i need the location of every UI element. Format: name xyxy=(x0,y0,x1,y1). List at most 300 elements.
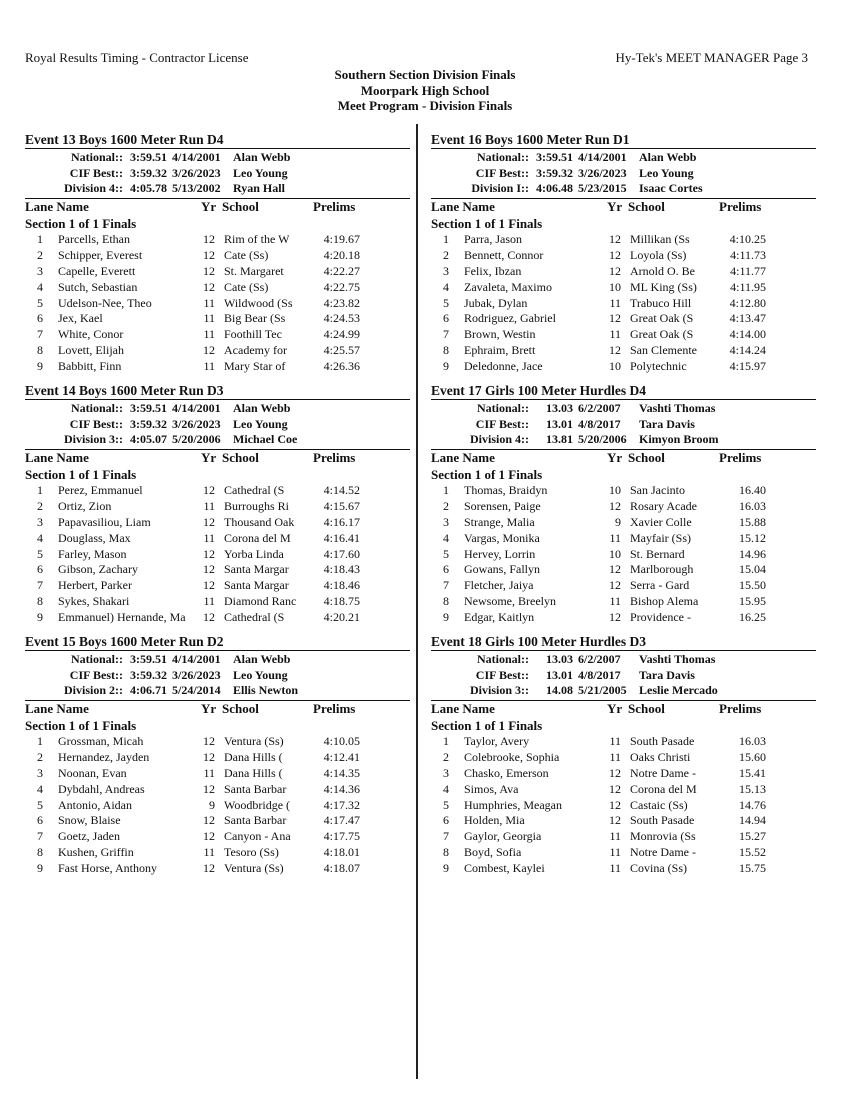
record-label: Division 3:: xyxy=(63,432,123,446)
record-holder: Leo Young xyxy=(639,165,694,180)
yr-header: Yr xyxy=(201,450,217,465)
lane-number: 1 xyxy=(443,483,449,497)
event-block xyxy=(431,382,816,633)
school-name: San Clemente xyxy=(630,343,697,358)
table-row xyxy=(431,594,816,610)
lane-number: 2 xyxy=(37,498,43,513)
table-row xyxy=(431,296,816,312)
table-row xyxy=(431,531,816,547)
prelim-mark: 4:20.18 xyxy=(323,247,360,262)
yr-header: Yr xyxy=(201,701,217,716)
athlete-name: Humphries, Meagan xyxy=(464,797,562,812)
event-title: Event 16 Boys 1600 Meter Run D1 xyxy=(431,132,630,147)
athlete-name: Taylor, Avery xyxy=(464,734,530,748)
prelim-mark: 15.50 xyxy=(739,578,766,593)
school-name: Loyola (Ss) xyxy=(630,247,687,262)
athlete-name: Emmanuel) Hernande, Ma xyxy=(58,610,186,625)
section-label: Section 1 of 1 Finals xyxy=(25,216,137,231)
meet-title: Southern Section Division Finals xyxy=(334,67,516,82)
athlete-year: 11 xyxy=(203,845,215,860)
record-row xyxy=(431,401,816,417)
athlete-name: Antonio, Aidan xyxy=(58,797,132,812)
yr-header: Yr xyxy=(201,199,217,214)
record-date: 4/8/2017 xyxy=(578,667,621,682)
lane-number: 4 xyxy=(443,781,449,796)
athlete-name: Douglass, Max xyxy=(58,530,131,545)
table-row xyxy=(431,845,816,861)
athlete-name: Fletcher, Jaiya xyxy=(464,578,534,593)
athlete-name: Udelson-Nee, Theo xyxy=(58,295,152,310)
lane-number: 3 xyxy=(37,514,43,529)
athlete-name: Dybdahl, Andreas xyxy=(58,781,145,796)
event-title: Event 18 Girls 100 Meter Hurdles D3 xyxy=(431,634,646,649)
school-name: St. Bernard xyxy=(630,546,685,561)
column-headers xyxy=(431,701,816,717)
lane-name-header: Lane Name xyxy=(25,199,89,214)
table-row xyxy=(431,547,816,563)
record-label: National:: xyxy=(71,652,123,666)
record-row xyxy=(25,652,410,668)
school-name: Dana Hills ( xyxy=(224,749,283,764)
record-label: Division 4:: xyxy=(469,432,529,446)
school-name: Big Bear (Ss xyxy=(224,311,286,326)
school-name: Oaks Christi xyxy=(630,749,691,764)
section-label: Section 1 of 1 Finals xyxy=(431,467,543,482)
lane-number: 8 xyxy=(443,343,449,358)
prelim-mark: 4:10.25 xyxy=(729,232,766,246)
table-row xyxy=(25,734,410,750)
record-row xyxy=(431,166,816,182)
school-name: Mayfair (Ss) xyxy=(630,530,691,545)
table-row xyxy=(25,562,410,578)
athlete-year: 12 xyxy=(609,311,621,326)
school-name: Rosary Acade xyxy=(630,498,697,513)
lane-number: 9 xyxy=(443,359,449,374)
school-name: Cathedral (S xyxy=(224,610,285,625)
column-headers xyxy=(25,450,410,466)
record-row xyxy=(25,683,410,699)
prelim-mark: 14.76 xyxy=(739,797,766,812)
athlete-name: Thomas, Braidyn xyxy=(464,483,548,497)
athlete-year: 12 xyxy=(203,749,215,764)
record-label: Division I:: xyxy=(471,181,529,195)
event-title: Event 13 Boys 1600 Meter Run D4 xyxy=(25,132,224,147)
athlete-year: 12 xyxy=(609,232,621,246)
header-right-text: Hy-Tek's MEET MANAGER Page 3 xyxy=(615,50,808,65)
prelim-mark: 4:19.67 xyxy=(323,232,360,246)
prelim-mark: 4:14.24 xyxy=(729,343,766,358)
lane-number: 9 xyxy=(37,861,43,876)
table-row xyxy=(25,499,410,515)
athlete-name: Herbert, Parker xyxy=(58,578,132,593)
school-name: Serra - Gard xyxy=(630,578,690,593)
table-row xyxy=(431,311,816,327)
event-block xyxy=(431,131,816,382)
school-name: Dana Hills ( xyxy=(224,765,283,780)
record-time: 13.81 xyxy=(546,432,573,446)
section-label: Section 1 of 1 Finals xyxy=(431,718,543,733)
lane-number: 2 xyxy=(443,498,449,513)
prelim-mark: 4:20.21 xyxy=(323,610,360,625)
athlete-name: Kushen, Griffin xyxy=(58,845,134,860)
prelim-mark: 4:23.82 xyxy=(323,295,360,310)
record-row xyxy=(25,166,410,182)
school-name: Polytechnic xyxy=(630,359,687,374)
prelim-mark: 4:11.77 xyxy=(730,263,766,278)
prelim-mark: 4:11.73 xyxy=(730,247,766,262)
record-row xyxy=(25,150,410,166)
athlete-name: Parcells, Ethan xyxy=(58,232,130,246)
table-row xyxy=(25,531,410,547)
prelim-mark: 15.95 xyxy=(739,594,766,609)
record-time: 13.01 xyxy=(546,667,573,682)
table-row xyxy=(25,359,410,375)
athlete-name: Rodriguez, Gabriel xyxy=(464,311,556,326)
lane-number: 2 xyxy=(37,749,43,764)
record-date: 3/26/2023 xyxy=(172,416,221,431)
record-holder: Michael Coe xyxy=(233,432,298,446)
prelim-mark: 15.60 xyxy=(739,749,766,764)
lane-number: 2 xyxy=(443,247,449,262)
school-name: South Pasade xyxy=(630,813,695,828)
prelim-mark: 4:11.95 xyxy=(730,279,766,294)
table-row xyxy=(25,845,410,861)
record-row xyxy=(25,417,410,433)
athlete-year: 12 xyxy=(609,797,621,812)
prelim-mark: 15.75 xyxy=(739,861,766,876)
table-row xyxy=(25,798,410,814)
record-label: Division 2:: xyxy=(63,683,123,697)
record-holder: Leo Young xyxy=(233,165,288,180)
record-holder: Leslie Mercado xyxy=(639,683,718,697)
athlete-name: Ortiz, Zion xyxy=(58,498,112,513)
table-row xyxy=(25,248,410,264)
lane-number: 8 xyxy=(443,845,449,860)
record-label: CIF Best:: xyxy=(475,416,529,431)
prelim-mark: 4:17.75 xyxy=(323,829,360,844)
lane-name-header: Lane Name xyxy=(25,701,89,716)
lane-number: 2 xyxy=(37,247,43,262)
athlete-name: Grossman, Micah xyxy=(58,734,144,748)
athlete-year: 12 xyxy=(203,546,215,561)
lane-number: 1 xyxy=(37,734,43,748)
record-row xyxy=(25,668,410,684)
record-date: 5/13/2002 xyxy=(172,181,221,195)
athlete-name: Parra, Jason xyxy=(464,232,522,246)
lane-number: 4 xyxy=(443,530,449,545)
lane-number: 7 xyxy=(37,327,43,342)
record-date: 3/26/2023 xyxy=(578,165,627,180)
athlete-name: Sorensen, Paige xyxy=(464,498,541,513)
event-title: Event 14 Boys 1600 Meter Run D3 xyxy=(25,383,224,398)
record-holder: Alan Webb xyxy=(639,150,697,164)
athlete-year: 11 xyxy=(609,861,621,876)
prelim-mark: 4:16.17 xyxy=(323,514,360,529)
athlete-name: Papavasiliou, Liam xyxy=(58,514,151,529)
record-time: 3:59.32 xyxy=(130,416,167,431)
record-holder: Ellis Newton xyxy=(233,683,299,697)
athlete-name: Hervey, Lorrin xyxy=(464,546,536,561)
prelim-mark: 15.41 xyxy=(739,765,766,780)
school-name: Millikan (Ss xyxy=(630,232,690,246)
record-holder: Alan Webb xyxy=(233,150,291,164)
lane-number: 2 xyxy=(443,749,449,764)
record-label: National:: xyxy=(477,652,529,666)
school-name: Santa Barbar xyxy=(224,781,287,796)
school-name: Rim of the W xyxy=(224,232,290,246)
record-row xyxy=(431,150,816,166)
athlete-year: 12 xyxy=(203,514,215,529)
school-name: St. Margaret xyxy=(224,263,284,278)
table-row xyxy=(25,343,410,359)
record-time: 4:05.07 xyxy=(130,432,167,446)
prelim-mark: 4:25.57 xyxy=(323,343,360,358)
record-date: 5/20/2006 xyxy=(172,432,221,446)
record-date: 4/8/2017 xyxy=(578,416,621,431)
table-row xyxy=(431,264,816,280)
lane-number: 7 xyxy=(443,327,449,342)
school-name: Cate (Ss) xyxy=(224,279,269,294)
school-name: Woodbridge ( xyxy=(224,797,291,812)
prelim-mark: 15.27 xyxy=(739,829,766,844)
prelim-mark: 4:22.75 xyxy=(323,279,360,294)
table-row xyxy=(431,280,816,296)
athlete-year: 10 xyxy=(609,279,621,294)
event-block xyxy=(431,633,816,884)
athlete-year: 12 xyxy=(203,781,215,796)
prelims-header: Prelims xyxy=(719,701,762,716)
record-row xyxy=(431,652,816,668)
athlete-year: 12 xyxy=(609,765,621,780)
table-row xyxy=(25,264,410,280)
records-block xyxy=(431,149,816,198)
lane-number: 1 xyxy=(37,232,43,246)
school-name: Monrovia (Ss xyxy=(630,829,696,844)
section-label: Section 1 of 1 Finals xyxy=(25,718,137,733)
athlete-name: Capelle, Everett xyxy=(58,263,136,278)
column-headers xyxy=(25,701,410,717)
athlete-name: Lovett, Elijah xyxy=(58,343,124,358)
left-column xyxy=(25,131,410,884)
column-divider xyxy=(416,124,418,1079)
school-name: Trabuco Hill xyxy=(630,295,692,310)
table-row xyxy=(431,861,816,877)
lane-number: 3 xyxy=(443,765,449,780)
athlete-year: 11 xyxy=(203,327,215,342)
table-row xyxy=(431,578,816,594)
table-row xyxy=(25,829,410,845)
athlete-year: 12 xyxy=(203,263,215,278)
athlete-year: 11 xyxy=(609,327,621,342)
lane-number: 5 xyxy=(37,797,43,812)
prelim-mark: 15.04 xyxy=(739,562,766,577)
athlete-year: 10 xyxy=(609,359,621,374)
record-time: 4:06.48 xyxy=(536,181,573,195)
column-headers xyxy=(25,199,410,215)
athlete-name: Sykes, Shakari xyxy=(58,594,130,609)
athlete-name: Simos, Ava xyxy=(464,781,519,796)
lane-number: 8 xyxy=(443,594,449,609)
record-time: 3:59.32 xyxy=(536,165,573,180)
prelim-mark: 4:18.75 xyxy=(323,594,360,609)
prelims-header: Prelims xyxy=(719,199,762,214)
lane-number: 3 xyxy=(37,263,43,278)
table-row xyxy=(431,562,816,578)
record-holder: Isaac Cortes xyxy=(639,181,703,195)
event-title: Event 17 Girls 100 Meter Hurdles D4 xyxy=(431,383,646,398)
athlete-name: Bennett, Connor xyxy=(464,247,544,262)
athlete-year: 12 xyxy=(203,279,215,294)
athlete-name: Hernandez, Jayden xyxy=(58,749,150,764)
table-row xyxy=(25,327,410,343)
record-holder: Leo Young xyxy=(233,667,288,682)
school-name: Ventura (Ss) xyxy=(224,734,284,748)
lane-number: 5 xyxy=(443,797,449,812)
athlete-name: Sutch, Sebastian xyxy=(58,279,138,294)
lane-number: 4 xyxy=(37,781,43,796)
athlete-year: 12 xyxy=(203,813,215,828)
table-row xyxy=(25,483,410,499)
school-name: Castaic (Ss) xyxy=(630,797,688,812)
athlete-name: Combest, Kaylei xyxy=(464,861,545,876)
athlete-year: 10 xyxy=(609,483,621,497)
prelim-mark: 15.52 xyxy=(739,845,766,860)
record-time: 3:59.51 xyxy=(130,652,167,666)
school-header: School xyxy=(628,701,665,716)
school-name: Covina (Ss) xyxy=(630,861,687,876)
lane-number: 1 xyxy=(443,734,449,748)
event-block xyxy=(25,382,410,633)
table-row xyxy=(25,610,410,626)
lane-number: 3 xyxy=(37,765,43,780)
records-block xyxy=(431,400,816,449)
table-row xyxy=(25,232,410,248)
athlete-name: Snow, Blaise xyxy=(58,813,121,828)
lane-number: 7 xyxy=(443,578,449,593)
school-name: Diamond Ranc xyxy=(224,594,297,609)
lane-number: 9 xyxy=(443,610,449,625)
header-left-text: Royal Results Timing - Contractor License xyxy=(25,50,249,65)
table-row xyxy=(431,766,816,782)
athlete-year: 11 xyxy=(609,845,621,860)
athlete-year: 11 xyxy=(609,594,621,609)
athlete-name: Jex, Kael xyxy=(58,311,103,326)
record-label: National:: xyxy=(71,401,123,415)
table-row xyxy=(431,798,816,814)
athlete-year: 12 xyxy=(203,861,215,876)
prelim-mark: 4:16.41 xyxy=(323,530,360,545)
prelim-mark: 4:24.53 xyxy=(323,311,360,326)
school-name: Burroughs Ri xyxy=(224,498,290,513)
lane-name-header: Lane Name xyxy=(431,701,495,716)
prelims-header: Prelims xyxy=(313,701,356,716)
column-headers xyxy=(431,199,816,215)
prelim-mark: 4:10.05 xyxy=(323,734,360,748)
table-row xyxy=(431,782,816,798)
prelim-mark: 4:15.97 xyxy=(729,359,766,374)
record-label: National:: xyxy=(71,150,123,164)
athlete-year: 11 xyxy=(203,594,215,609)
lane-number: 8 xyxy=(37,594,43,609)
school-name: ML King (Ss) xyxy=(630,279,697,294)
record-date: 4/14/2001 xyxy=(172,150,221,164)
school-header: School xyxy=(222,199,259,214)
school-name: Great Oak (S xyxy=(630,327,694,342)
table-row xyxy=(431,343,816,359)
prelim-mark: 4:18.07 xyxy=(323,861,360,876)
prelim-mark: 4:22.27 xyxy=(323,263,360,278)
school-name: Tesoro (Ss) xyxy=(224,845,279,860)
table-row xyxy=(25,547,410,563)
records-block xyxy=(25,149,410,198)
lane-number: 6 xyxy=(443,813,449,828)
athlete-name: Holden, Mia xyxy=(464,813,525,828)
yr-header: Yr xyxy=(607,450,623,465)
prelim-mark: 4:24.99 xyxy=(323,327,360,342)
record-holder: Tara Davis xyxy=(639,667,695,682)
prelim-mark: 16.03 xyxy=(739,498,766,513)
school-name: Notre Dame - xyxy=(630,765,696,780)
record-date: 3/26/2023 xyxy=(172,667,221,682)
record-label: CIF Best:: xyxy=(69,165,123,180)
athlete-name: Gibson, Zachary xyxy=(58,562,138,577)
record-time: 13.03 xyxy=(546,401,573,415)
record-label: Division 3:: xyxy=(469,683,529,697)
records-block xyxy=(25,400,410,449)
lane-number: 6 xyxy=(37,562,43,577)
school-name: Thousand Oak xyxy=(224,514,295,529)
record-date: 5/23/2015 xyxy=(578,181,627,195)
athlete-name: Boyd, Sofia xyxy=(464,845,522,860)
school-name: South Pasade xyxy=(630,734,695,748)
record-date: 5/20/2006 xyxy=(578,432,627,446)
lane-number: 4 xyxy=(443,279,449,294)
table-row xyxy=(431,750,816,766)
school-name: Marlborough xyxy=(630,562,694,577)
lane-number: 9 xyxy=(37,610,43,625)
prelim-mark: 4:12.80 xyxy=(729,295,766,310)
athlete-name: Fast Horse, Anthony xyxy=(58,861,157,876)
record-date: 4/14/2001 xyxy=(172,652,221,666)
records-block xyxy=(25,651,410,700)
lane-number: 9 xyxy=(443,861,449,876)
prelim-mark: 4:18.01 xyxy=(323,845,360,860)
table-row xyxy=(25,296,410,312)
lane-number: 7 xyxy=(37,578,43,593)
table-row xyxy=(25,594,410,610)
athlete-year: 12 xyxy=(203,610,215,625)
prelims-header: Prelims xyxy=(313,199,356,214)
prelim-mark: 15.88 xyxy=(739,514,766,529)
athlete-year: 12 xyxy=(203,247,215,262)
record-date: 3/26/2023 xyxy=(172,165,221,180)
right-column xyxy=(431,131,816,884)
lane-name-header: Lane Name xyxy=(431,199,495,214)
athlete-name: Chasko, Emerson xyxy=(464,765,549,780)
athlete-year: 11 xyxy=(203,359,215,374)
column-headers xyxy=(431,450,816,466)
athlete-year: 11 xyxy=(609,749,621,764)
school-name: Foothill Tec xyxy=(224,327,282,342)
table-row xyxy=(25,515,410,531)
table-row xyxy=(431,734,816,750)
prelim-mark: 4:14.35 xyxy=(323,765,360,780)
athlete-name: Vargas, Monika xyxy=(464,530,540,545)
meet-venue: Moorpark High School xyxy=(360,82,490,98)
prelim-mark: 4:15.67 xyxy=(323,498,360,513)
athlete-year: 11 xyxy=(203,295,215,310)
lane-number: 4 xyxy=(37,279,43,294)
